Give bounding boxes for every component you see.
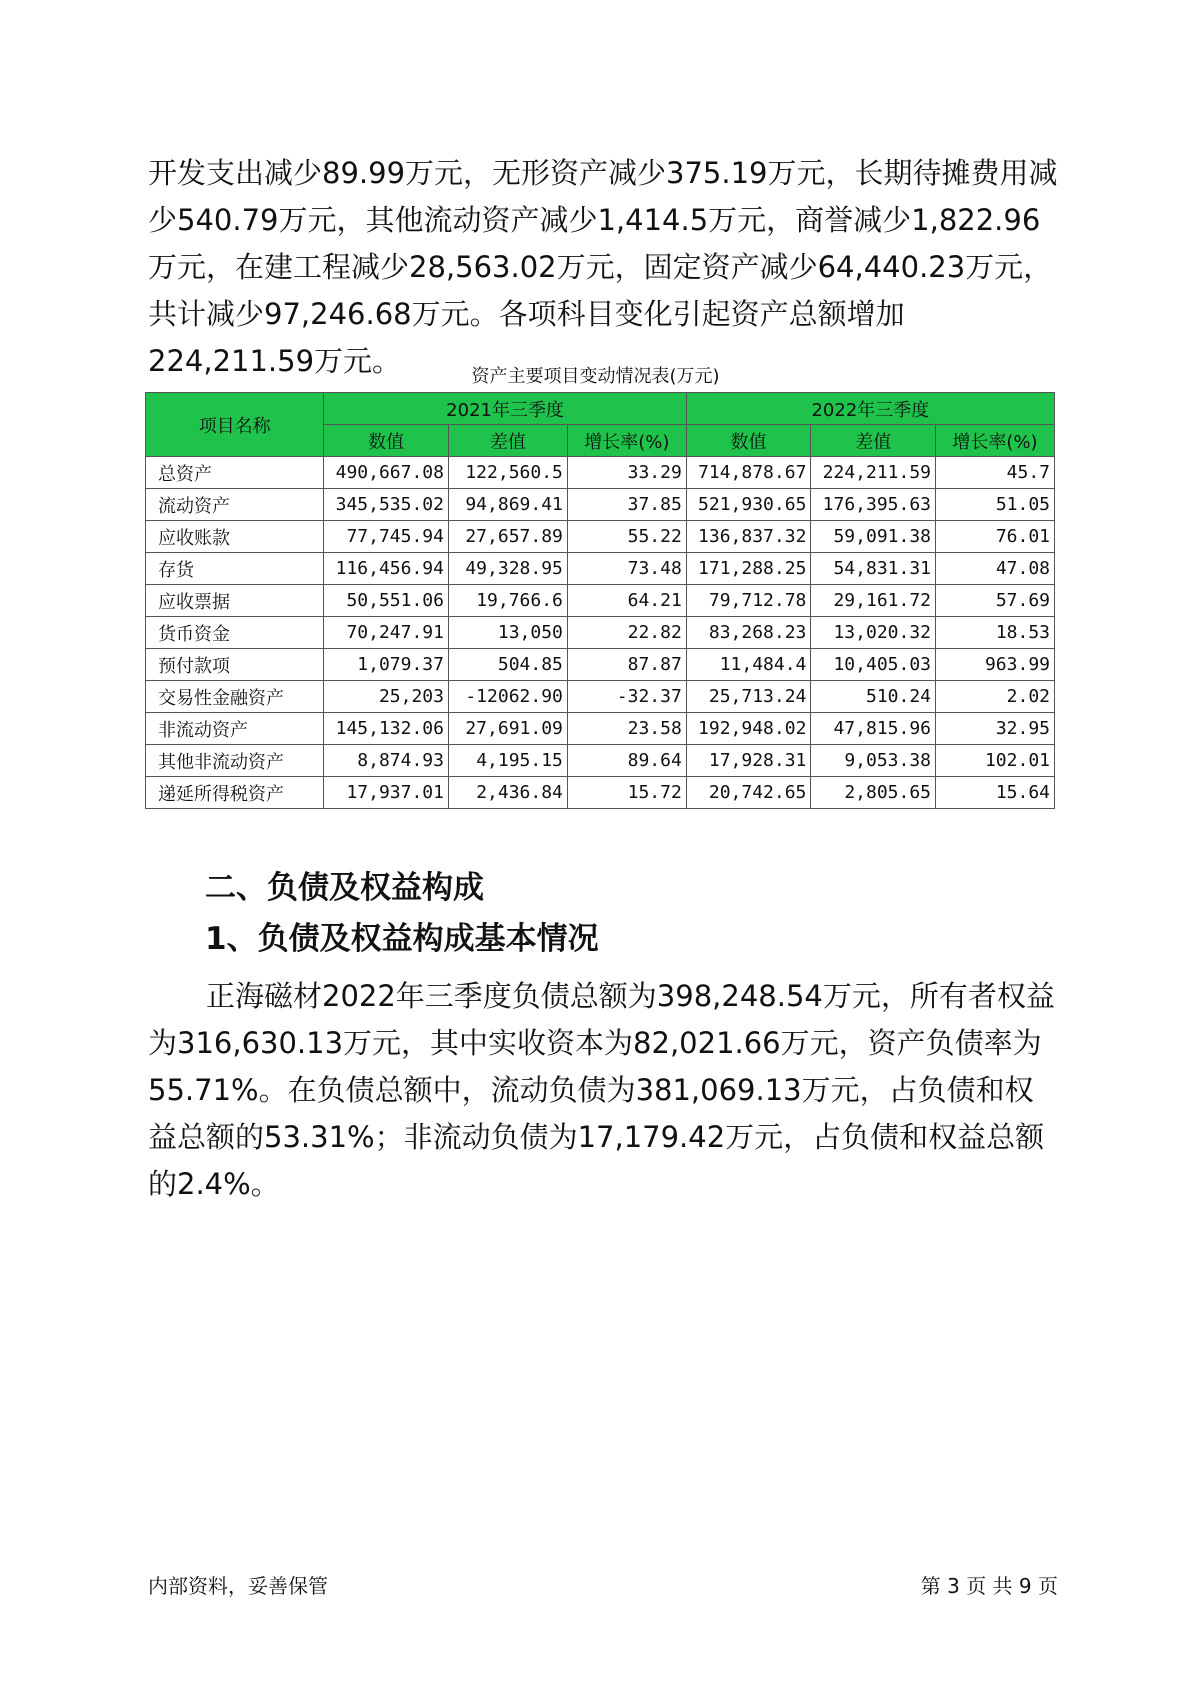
table-cell: 145,132.06 [324, 713, 449, 745]
table-cell: 94,869.41 [448, 489, 567, 521]
table-cell: 9,053.38 [811, 745, 936, 777]
table-cell: 33.29 [567, 457, 686, 489]
table-cell: 192,948.02 [686, 713, 811, 745]
table-row [146, 553, 1055, 585]
table-cell: 22.82 [567, 617, 686, 649]
row-item-name: 交易性金融资产 [146, 681, 324, 713]
row-item-name: 存货 [146, 553, 324, 585]
table-cell: 102.01 [936, 745, 1055, 777]
table-cell: 20,742.65 [686, 777, 811, 809]
table-cell: 27,691.09 [448, 713, 567, 745]
table-cell: 32.95 [936, 713, 1055, 745]
table-cell: 8,874.93 [324, 745, 449, 777]
column-header-period-2021: 2021年三季度 [324, 393, 686, 425]
table-cell: 87.87 [567, 649, 686, 681]
table-cell: 490,667.08 [324, 457, 449, 489]
table-cell: 27,657.89 [448, 521, 567, 553]
table-row [146, 617, 1055, 649]
column-subheader: 差值 [448, 425, 567, 457]
table-row [146, 713, 1055, 745]
table-cell: 37.85 [567, 489, 686, 521]
column-subheader: 差值 [811, 425, 936, 457]
table-cell: 49,328.95 [448, 553, 567, 585]
table-cell: -32.37 [567, 681, 686, 713]
table-cell: 25,203 [324, 681, 449, 713]
table-cell: 176,395.63 [811, 489, 936, 521]
row-item-name: 货币资金 [146, 617, 324, 649]
table-row [146, 457, 1055, 489]
table-cell: 70,247.91 [324, 617, 449, 649]
table-cell: 963.99 [936, 649, 1055, 681]
row-item-name: 递延所得税资产 [146, 777, 324, 809]
table-cell: 504.85 [448, 649, 567, 681]
table-cell: 171,288.25 [686, 553, 811, 585]
column-subheader: 增长率(%) [567, 425, 686, 457]
row-item-name: 预付款项 [146, 649, 324, 681]
table-cell: 54,831.31 [811, 553, 936, 585]
footer-confidential-note: 内部资料，妥善保管 [148, 1574, 328, 1598]
table-cell: 10,405.03 [811, 649, 936, 681]
column-subheader: 数值 [324, 425, 449, 457]
table-cell: 510.24 [811, 681, 936, 713]
table-cell: 57.69 [936, 585, 1055, 617]
table-cell: 521,930.65 [686, 489, 811, 521]
table-cell: -12062.90 [448, 681, 567, 713]
table-cell: 18.53 [936, 617, 1055, 649]
table-cell: 4,195.15 [448, 745, 567, 777]
table-cell: 19,766.6 [448, 585, 567, 617]
table-cell: 47.08 [936, 553, 1055, 585]
section-heading: 二、负债及权益构成 [205, 870, 484, 906]
table-cell: 136,837.32 [686, 521, 811, 553]
table-cell: 51.05 [936, 489, 1055, 521]
table-cell: 714,878.67 [686, 457, 811, 489]
table-cell: 45.7 [936, 457, 1055, 489]
table-cell: 13,050 [448, 617, 567, 649]
column-subheader: 数值 [686, 425, 811, 457]
assets-change-table [145, 392, 1055, 809]
table-cell: 2.02 [936, 681, 1055, 713]
table-body [146, 457, 1055, 809]
body-paragraph: 正海磁材2022年三季度负债总额为398,248.54万元，所有者权益为316,630.13万元，其中实收资本为82,021.66万元，资产负债率为55.71%。在负债总额中，流动负债为381,069.13万元，占负债和权益总额的53.31%；非流动负债为17,179.42万元，占负债和权益总额的2.4%。 [148, 979, 1055, 1201]
table-cell: 76.01 [936, 521, 1055, 553]
table-cell: 17,937.01 [324, 777, 449, 809]
table-row [146, 745, 1055, 777]
table-cell: 73.48 [567, 553, 686, 585]
table-cell: 77,745.94 [324, 521, 449, 553]
table-row [146, 521, 1055, 553]
table-row [146, 585, 1055, 617]
row-item-name: 其他非流动资产 [146, 745, 324, 777]
table-cell: 25,713.24 [686, 681, 811, 713]
table-cell: 2,805.65 [811, 777, 936, 809]
table-cell: 224,211.59 [811, 457, 936, 489]
table-cell: 11,484.4 [686, 649, 811, 681]
table-cell: 116,456.94 [324, 553, 449, 585]
table-cell: 64.21 [567, 585, 686, 617]
row-item-name: 应收账款 [146, 521, 324, 553]
table-row [146, 681, 1055, 713]
table-cell: 55.22 [567, 521, 686, 553]
table-cell: 15.64 [936, 777, 1055, 809]
row-item-name: 非流动资产 [146, 713, 324, 745]
table-cell: 23.58 [567, 713, 686, 745]
table-cell: 59,091.38 [811, 521, 936, 553]
table-cell: 47,815.96 [811, 713, 936, 745]
table-cell: 2,436.84 [448, 777, 567, 809]
table-cell: 13,020.32 [811, 617, 936, 649]
table-row [146, 489, 1055, 521]
row-item-name: 总资产 [146, 457, 324, 489]
column-subheader: 增长率(%) [936, 425, 1055, 457]
table-cell: 79,712.78 [686, 585, 811, 617]
row-item-name: 流动资产 [146, 489, 324, 521]
table-cell: 89.64 [567, 745, 686, 777]
table-cell: 122,560.5 [448, 457, 567, 489]
table-cell: 29,161.72 [811, 585, 936, 617]
column-header-period-2022: 2022年三季度 [686, 393, 1054, 425]
table-caption: 资产主要项目变动情况表(万元) [471, 366, 720, 387]
table-row [146, 777, 1055, 809]
intro-paragraph: 开发支出减少89.99万元，无形资产减少375.19万元，长期待摊费用减少540.79万元，其他流动资产减少1,414.5万元，商誉减少1,822.96万元，在建工程减少28,563.02万元，固定资产减少64,440.23万元，共计减少97,246.68万元。各项科目变化引起资产总额增加224,211.59万元。 [148, 156, 1058, 378]
column-header-item-name: 项目名称 [146, 393, 324, 457]
table-cell: 83,268.23 [686, 617, 811, 649]
table-cell: 17,928.31 [686, 745, 811, 777]
table-cell: 15.72 [567, 777, 686, 809]
table-cell: 50,551.06 [324, 585, 449, 617]
row-item-name: 应收票据 [146, 585, 324, 617]
footer-page-number: 第 3 页 共 9 页 [920, 1574, 1058, 1598]
table-row [146, 649, 1055, 681]
table-cell: 1,079.37 [324, 649, 449, 681]
subsection-heading: 1、负债及权益构成基本情况 [205, 921, 599, 957]
table-cell: 345,535.02 [324, 489, 449, 521]
